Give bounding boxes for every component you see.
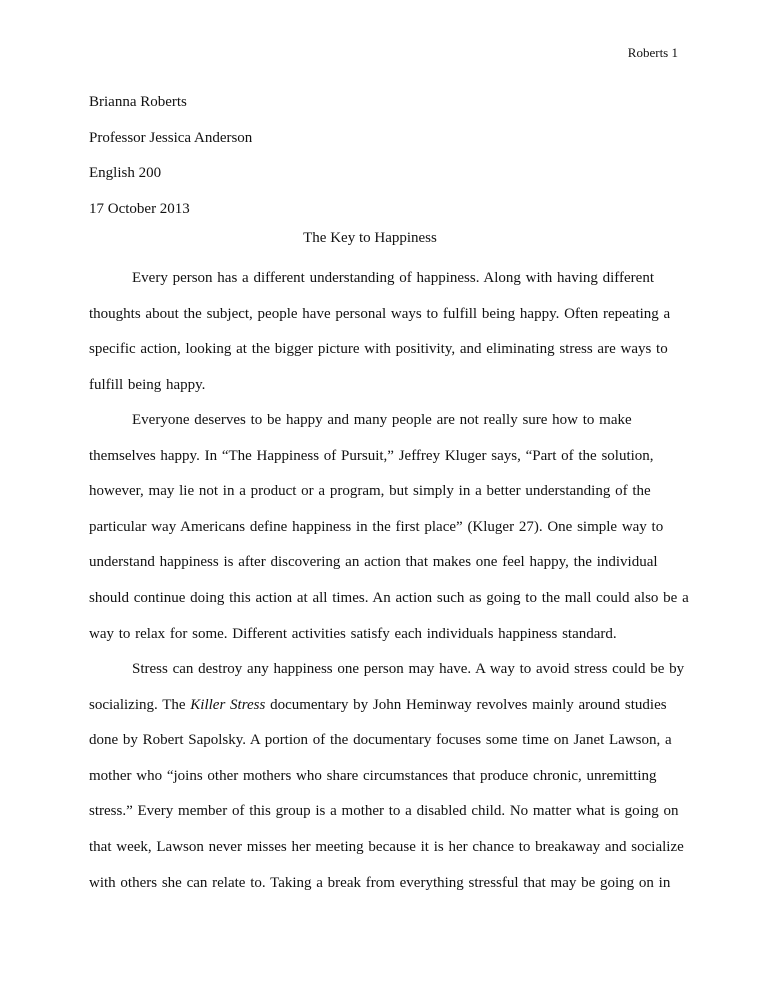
paragraph-3-text-end: documentary by John Heminway revolves mainly around studies done by Robert Sapolsky. A portion of the documentary focuses some time on Janet Lawson, a mother who “joins other mothers who share circumstances that produce chronic, unremitting stress.” Every member of this group is a mother to a disabled child. No matter what is going on that week, Lawson never misses her meeting because it is her chance to breakaway and socialize with others she can relate to. Taking a break from everything stressful that may be going on in [89,696,684,891]
professor-name: Professor Jessica Anderson [89,130,253,146]
paragraph-1: Every person has a different understanding of happiness. Along with having different thoughts about the subject, people have personal ways to fulfill being happy. Often repeating a specific action, looking at the bigger picture with positivity, and eliminating stress are ways to fulfill being happy. [89,270,671,393]
paragraph-3-text-start: Stress can destroy any happiness one person may have. A way to avoid stress could be by socializing. The [89,661,685,713]
paragraph-2: Everyone deserves to be happy and many people are not really sure how to make themselves happy. In “The Happiness of Pursuit,” Jeffrey Kluger says, “Part of the solution, however, may lie not in a product or a program, but simply in a better understanding of the particular way Americans define happiness in the first place” (Kluger 27). One simple way to understand happiness is after discovering an action that makes one feel happy, the individual should continue doing this action at all times. An action such as going to the mall could also be a way to relax for some. Different activities satisfy each individuals happiness standard. [89,412,689,642]
essay-title: The Key to Happiness [303,230,437,246]
essay-date: 17 October 2013 [89,201,190,217]
student-name: Brianna Roberts [89,94,187,110]
running-head: Roberts 1 [627,45,678,60]
paragraph-3 [89,652,689,901]
documentary-title: Killer Stress [190,696,266,713]
course-name: English 200 [89,165,162,181]
